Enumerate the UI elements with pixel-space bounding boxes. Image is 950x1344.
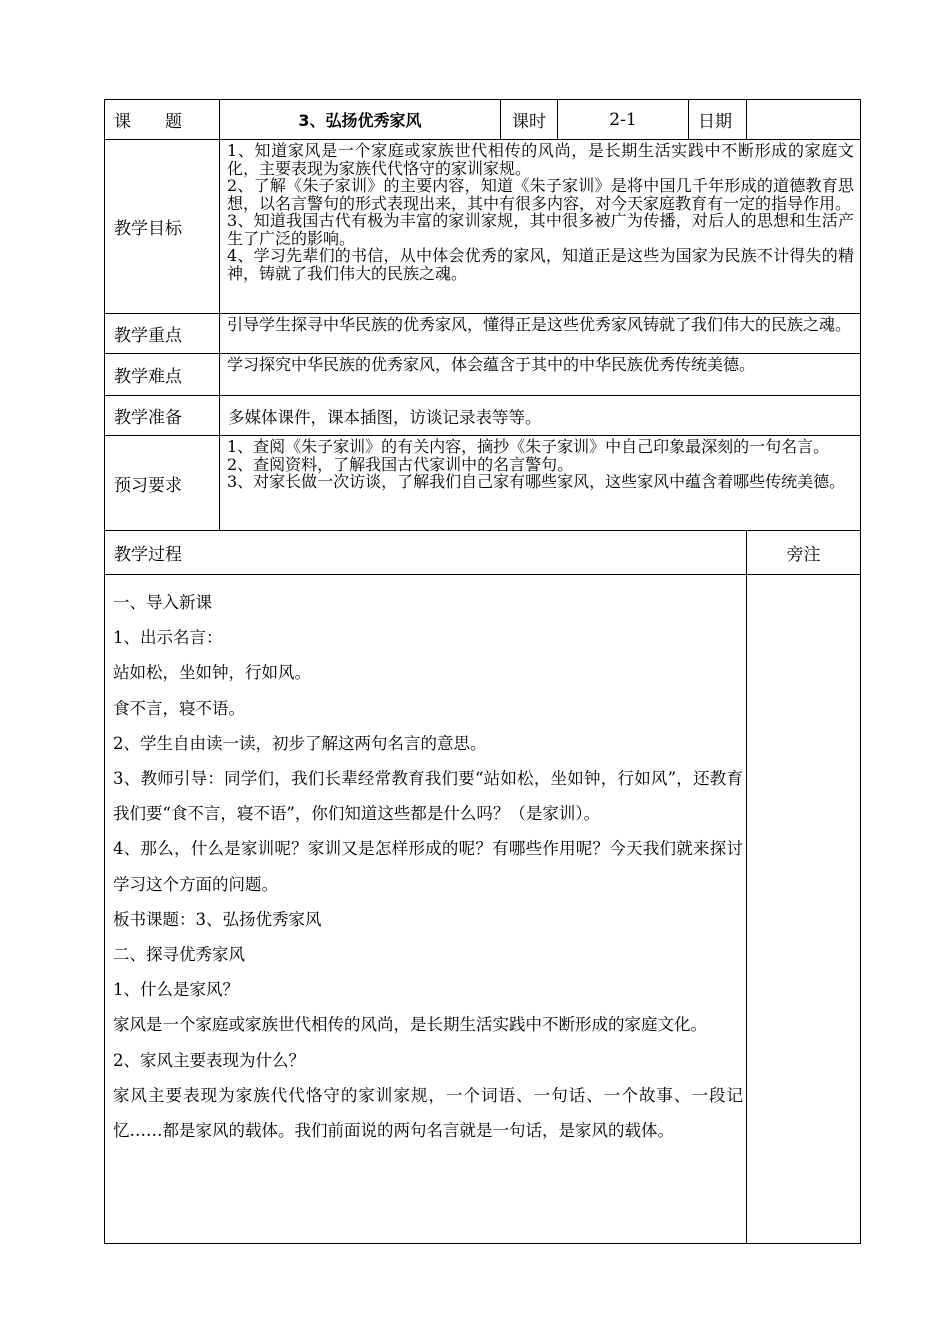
objectives-content: [220, 140, 860, 313]
period-label: 课时: [512, 112, 546, 132]
process-line: 站如松，坐如钟，行如风。: [113, 663, 311, 683]
preview-item: 1、查阅《朱子家训》的有关内容，摘抄《朱子家训》中自己印象最深刻的一句名言。: [227, 437, 830, 456]
preview-label: 预习要求: [114, 475, 182, 496]
key-points-row: [105, 314, 860, 354]
topic-label-text: 课 题: [114, 112, 182, 132]
preview-label-cell: [105, 436, 220, 530]
preview-row: [105, 436, 860, 531]
key-points-text: 引导学生探寻中华民族的优秀家风，懂得正是这些优秀家风铸就了我们伟大的民族之魂。: [227, 315, 852, 334]
process-line: 1、出示名言：: [113, 628, 223, 648]
difficulties-label: 教学难点: [114, 367, 182, 387]
difficulties-row: [105, 354, 860, 396]
side-note-label: 旁注: [786, 545, 821, 565]
objectives-label-cell: [105, 140, 220, 313]
preparation-text: 多媒体课件，课本插图，访谈记录表等等。: [228, 407, 542, 427]
difficulties-text: 学习探究中华民族的优秀家风，体会蕴含于其中的中华民族优秀传统美德。: [227, 355, 756, 374]
process-content: [105, 575, 747, 1243]
period-value-cell: [558, 100, 689, 139]
difficulties-content: [220, 354, 860, 395]
lesson-title-cell: [220, 100, 501, 139]
header-row: [105, 100, 860, 140]
date-label: 日期: [698, 112, 732, 132]
lesson-title: 3、弘扬优秀家风: [298, 111, 422, 130]
process-label-cell: [105, 531, 747, 574]
topic-label: [105, 100, 220, 139]
preview-item: 2、查阅资料，了解我国古代家训中的名言警句。: [227, 454, 574, 474]
period-value: 2-1: [609, 109, 637, 130]
process-label: 教学过程: [114, 545, 182, 565]
date-value-cell: [747, 100, 860, 139]
process-line: 家风是一个家庭或家族世代相传的风尚，是长期生活实践中不断形成的家庭文化。: [113, 1015, 707, 1035]
process-text: [113, 585, 743, 1148]
process-body-row: [105, 575, 860, 1243]
preparation-label-cell: [105, 396, 220, 435]
preview-item: 3、对家长做一次访谈，了解我们自己家有哪些家风，这些家风中蕴含着哪些传统美德。: [227, 472, 846, 491]
difficulties-label-cell: [105, 354, 220, 395]
process-line: 2、学生自由读一读，初步了解这两句名言的意思。: [113, 733, 487, 753]
period-label-cell: [501, 100, 558, 139]
lesson-plan-table: [104, 99, 861, 1244]
process-line: 2、家风主要表现为什么？: [113, 1050, 305, 1070]
objective-item: 4、学习先辈们的书信，从中体会优秀的家风，知道正是这些为国家为民族不计得失的精神，铸就了我们伟大的民族之魂。: [227, 246, 854, 283]
process-line: 3、教师引导：同学们，我们长辈经常教育我们要“站如松，坐如钟，行如风”，还教育我们要“食不言，寝不语”，你们知道这些都是什么吗？（是家训）。: [113, 769, 743, 824]
objectives-label: 教学目标: [114, 219, 182, 239]
process-line: 二、探寻优秀家风: [113, 945, 245, 965]
process-header-row: [105, 531, 860, 575]
key-points-label-cell: [105, 314, 220, 353]
process-line: 板书课题：3、弘扬优秀家风: [113, 909, 322, 929]
process-line: 食不言，寝不语。: [113, 698, 245, 718]
preparation-row: [105, 396, 860, 436]
objective-item: 2、了解《朱子家训》的主要内容，知道《朱子家训》是将中国几千年形成的道德教育思想，以名言警句的形式表现出来，其中有很多内容，对今天家庭教育有一定的指导作用。: [227, 176, 854, 213]
date-label-cell: [689, 100, 747, 139]
process-line: 4、那么，什么是家训呢？家训又是怎样形成的呢？有哪些作用呢？今天我们就来探讨学习这个方面的问题。: [113, 839, 743, 894]
preparation-content: [220, 396, 860, 435]
process-line: 家风主要表现为家族代代恪守的家训家规，一个词语、一句话、一个故事、一段记忆……都是家风的载体。我们前面说的两句名言就是一句话，是家风的载体。: [113, 1085, 743, 1141]
objective-item: 1、知道家风是一个家庭或家族世代相传的风尚，是长期生活实践中不断形成的家庭文化，主要表现为家族代代恪守的家训家规。: [227, 141, 854, 178]
objective-item: 3、知道我国古代有极为丰富的家训家规，其中很多被广为传播，对后人的思想和生活产生了广泛的影响。: [227, 211, 854, 248]
process-line: 1、什么是家风？: [113, 980, 239, 1000]
side-note-content: [747, 575, 860, 1243]
key-points-content: [220, 314, 860, 353]
objectives-row: [105, 140, 860, 314]
side-note-label-cell: [747, 531, 860, 574]
process-line: 一、导入新课: [113, 593, 212, 612]
preview-content: [220, 436, 860, 530]
key-points-label: 教学重点: [114, 326, 182, 346]
preparation-label: 教学准备: [114, 408, 182, 428]
